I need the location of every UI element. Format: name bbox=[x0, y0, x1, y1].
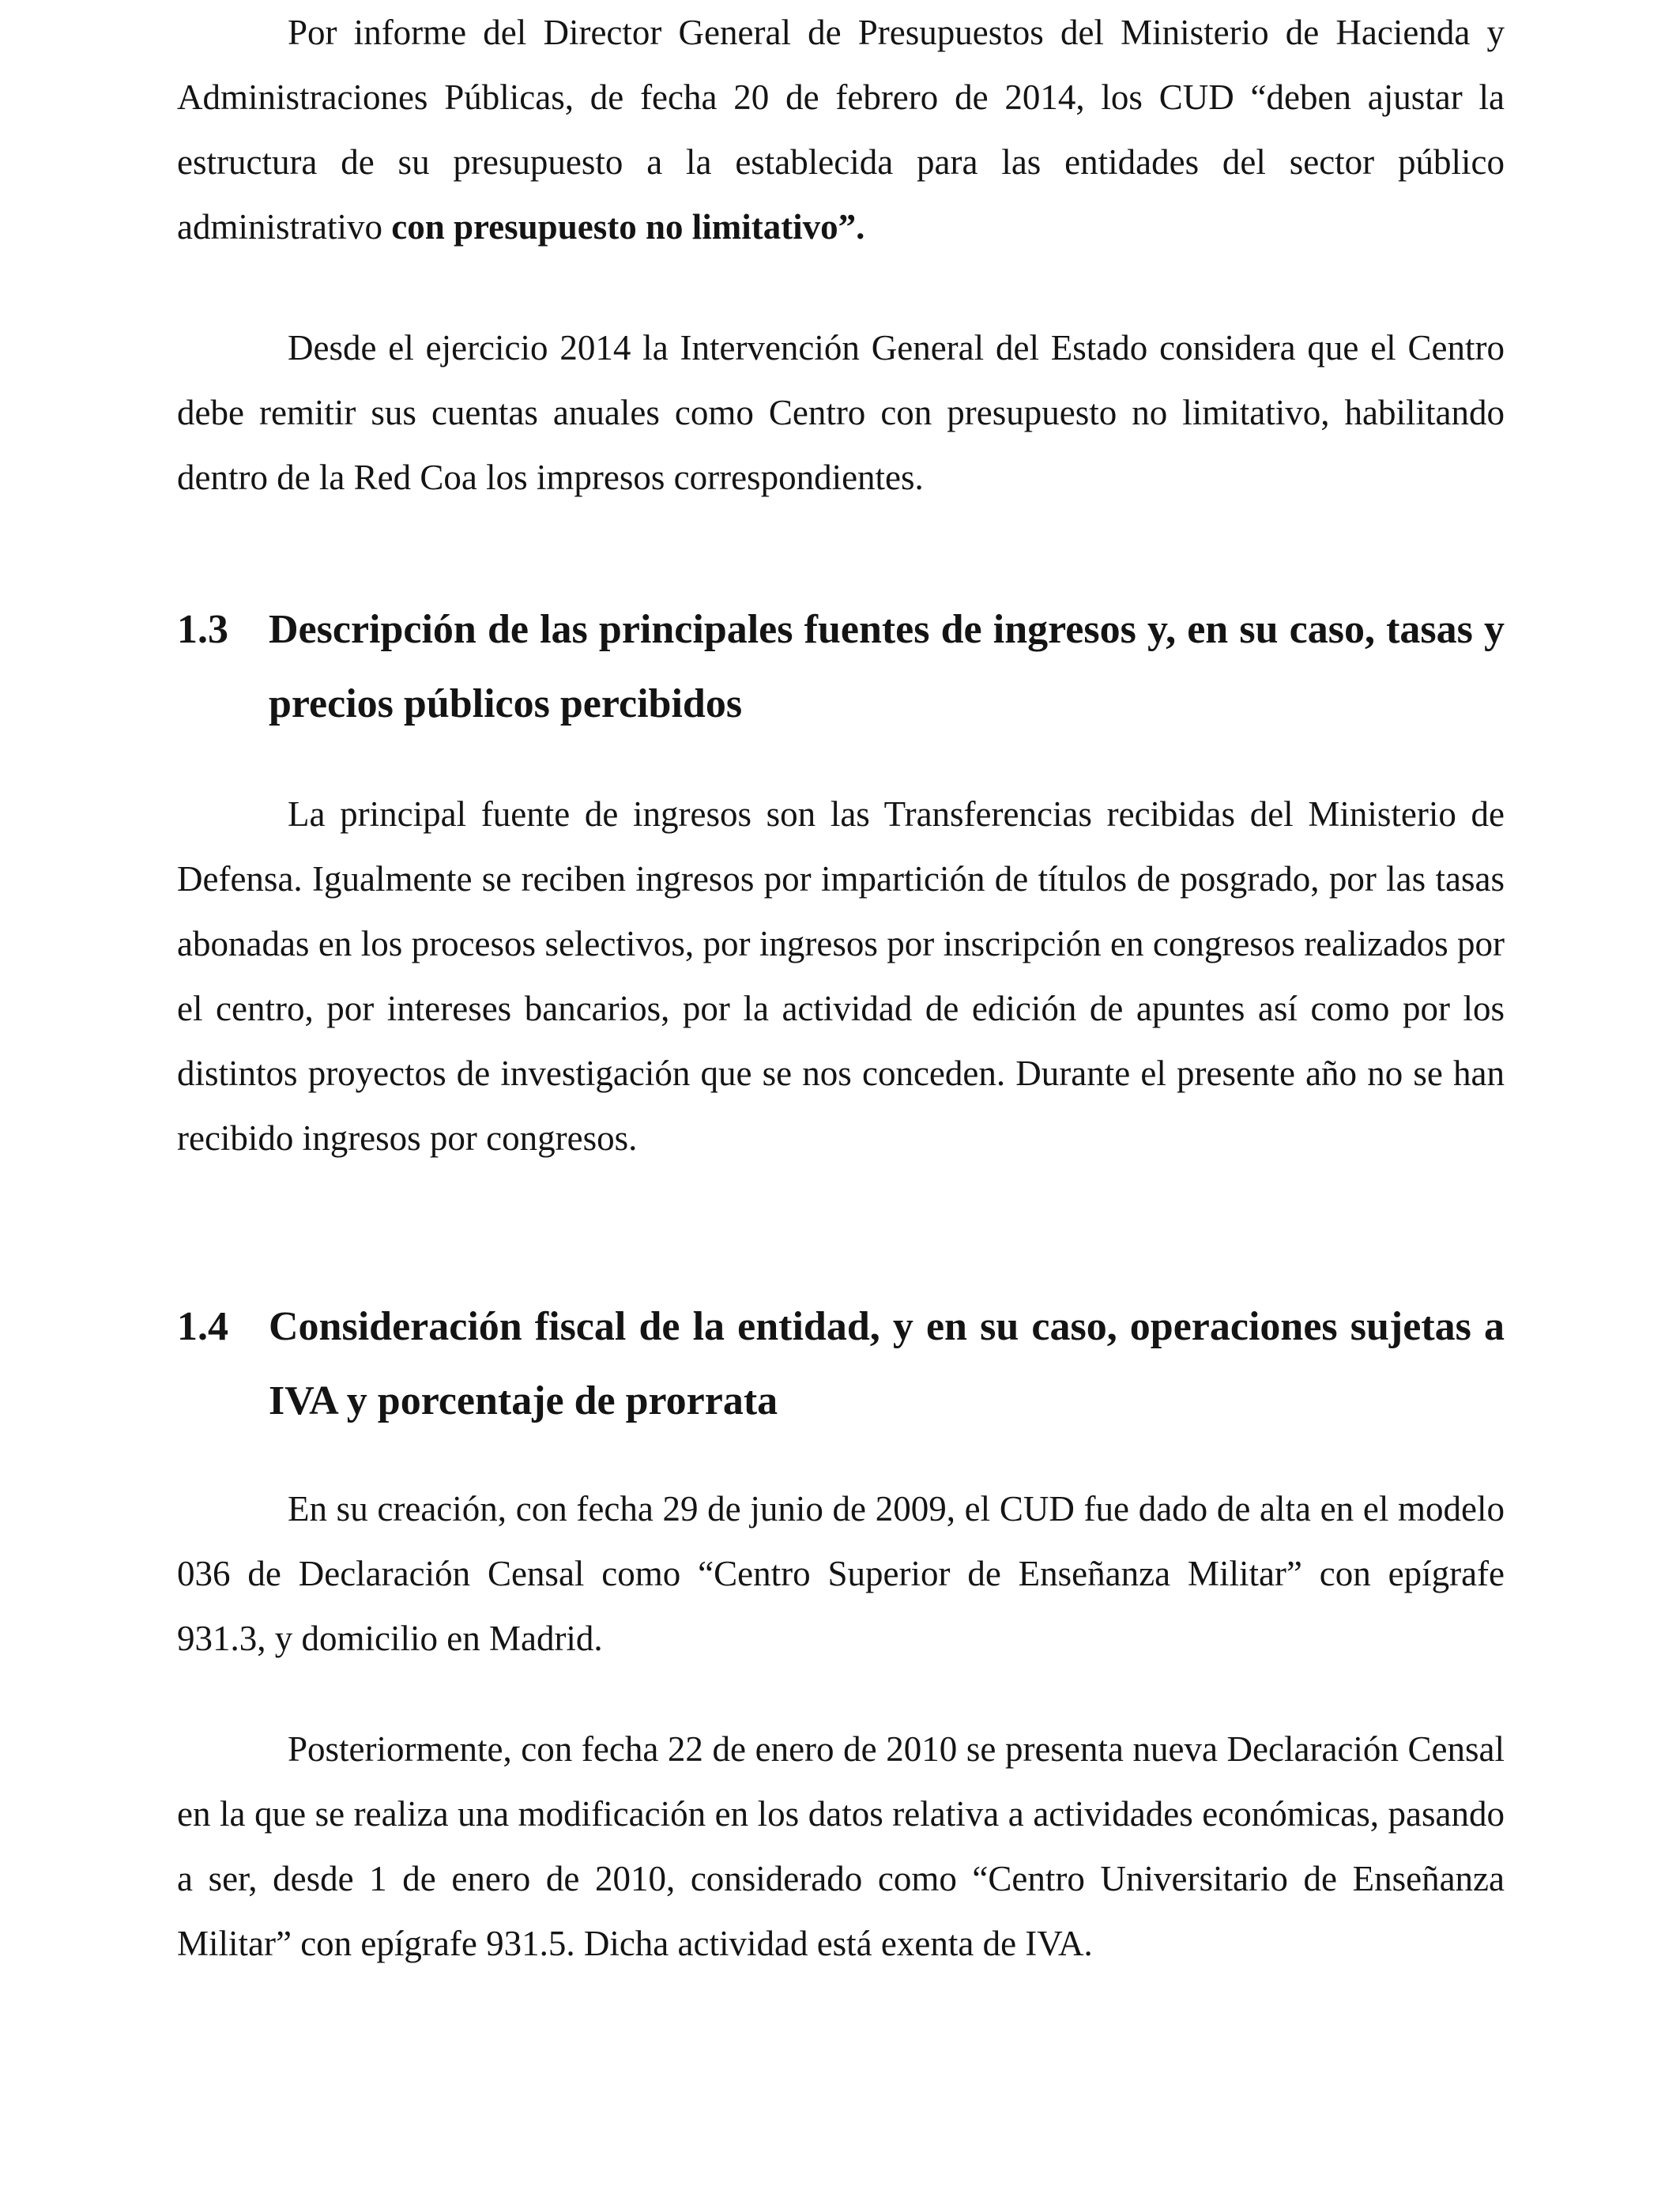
section-heading-1-3 bbox=[177, 593, 1505, 741]
section-number: 1.3 bbox=[177, 607, 228, 652]
section-title: Consideración fiscal de la entidad, y en su caso, operaciones sujetas a IVA y porcentaje de prorrata bbox=[269, 1304, 1505, 1423]
section-heading-1-4 bbox=[177, 1290, 1505, 1438]
section-title: Descripción de las principales fuentes de ingresos y, en su caso, tasas y precios públicos percibidos bbox=[269, 607, 1505, 726]
paragraph-budget-structure-text: Por informe del Director General de Presupuestos del Ministerio de Hacienda y Administraciones Públicas, de fecha 20 de febrero de 2014, los CUD “deben ajustar la estructura de su presupuesto a la establecida para las entidades del sector público administrativo bbox=[177, 13, 1505, 247]
paragraph-census-declaration: En su creación, con fecha 29 de junio de 2009, el CUD fue dado de alta en el modelo 036 de Declaración Censal como “Centro Superior de Enseñanza Militar” con epígrafe 931.3, y domicilio en Madrid. bbox=[177, 1489, 1505, 1658]
paragraph-annual-accounts: Desde el ejercicio 2014 la Intervención General del Estado considera que el Centro debe remitir sus cuentas anuales como Centro con presupuesto no limitativo, habilitando dentro de la Red Coa los impresos correspondientes. bbox=[177, 328, 1505, 497]
paragraph-census-modification: Posteriormente, con fecha 22 de enero de 2010 se presenta nueva Declaración Censal en la que se realiza una modificación en los datos relativa a actividades económicas, pasando a ser, desde 1 de enero de 2010, considerado como “Centro Universitario de Enseñanza Militar” con epígrafe 931.5. Dicha actividad está exenta de IVA. bbox=[177, 1729, 1505, 1963]
paragraph-budget-structure-bold: con presupuesto no limitativo”. bbox=[391, 207, 865, 247]
section-number: 1.4 bbox=[177, 1304, 228, 1349]
paragraph-income-sources: La principal fuente de ingresos son las Transferencias recibidas del Ministerio de Defensa. Igualmente se reciben ingresos por impartición de títulos de posgrado, por las tasas abonadas en los procesos selectivos, por ingresos por inscripción en congresos realizados por el centro, por intereses bancarios, por la actividad de edición de apuntes así como por los distintos proyectos de investigación que se nos conceden. Durante el presente año no se han recibido ingresos por congresos. bbox=[177, 794, 1505, 1158]
paragraph-budget-structure bbox=[177, 0, 1505, 259]
